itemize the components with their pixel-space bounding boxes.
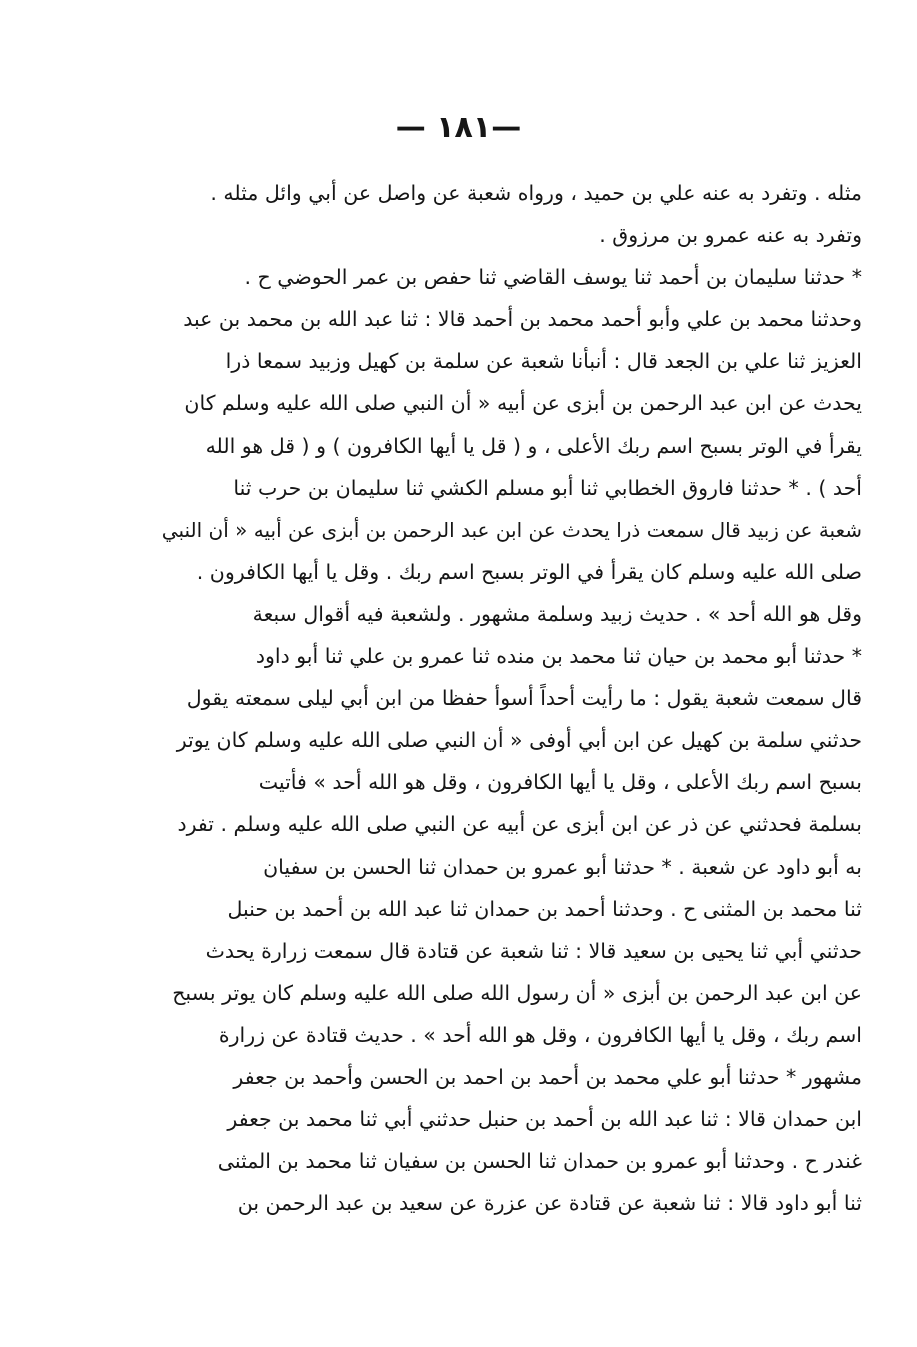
- text-line: * حدثنا أبو محمد بن حيان ثنا محمد بن منده ثنا عمرو بن علي ثنا أبو داود: [255, 644, 862, 669]
- text-line: العزيز ثنا علي بن الجعد قال : أنبأنا شعبة عن سلمة بن كهيل وزبيد سمعا ذرا: [225, 349, 862, 374]
- text-line: شعبة عن زبيد قال سمعت ذرا يحدث عن ابن عبد الرحمن بن أبزى عن أبيه « أن النبي: [161, 517, 862, 542]
- text-line: بسلمة فحدثني عن ذر عن ابن أبزى عن أبيه عن النبي صلى الله عليه وسلم . تفرد: [177, 812, 862, 837]
- body-text: [150, 172, 862, 1224]
- text-line: به أبو داود عن شعبة . * حدثنا أبو عمرو بن حمدان ثنا الحسن بن سفيان: [263, 854, 862, 879]
- text-line: وحدثنا محمد بن علي وأبو أحمد محمد بن أحمد قالا : ثنا عبد الله بن محمد بن عبد: [183, 307, 862, 332]
- text-line: اسم ربك ، وقل يا أيها الكافرون ، وقل هو الله أحد » . حديث قتادة عن زرارة: [218, 1022, 862, 1047]
- text-line: ابن حمدان قالا : ثنا عبد الله بن أحمد بن حنبل حدثني أبي ثنا محمد بن جعفر: [227, 1107, 862, 1132]
- page-number: —١٨١ —: [395, 110, 522, 145]
- text-line: صلى الله عليه وسلم كان يقرأ في الوتر بسبح اسم ربك . وقل يا أيها الكافرون .: [196, 559, 862, 584]
- text-line: أحد ) . * حدثنا فاروق الخطابي ثنا أبو مسلم الكشي ثنا سليمان بن حرب ثنا: [233, 475, 862, 500]
- text-line: وقل هو الله أحد » . حديث زبيد وسلمة مشهور . ولشعبة فيه أقوال سبعة: [252, 601, 862, 626]
- text-line: حدثني أبي ثنا يحيى بن سعيد قالا : ثنا شعبة عن قتادة قال سمعت زرارة يحدث: [205, 938, 862, 963]
- text-line: وتفرد به عنه عمرو بن مرزوق .: [599, 223, 862, 248]
- text-line: مثله . وتفرد به عنه علي بن حميد ، ورواه شعبة عن واصل عن أبي وائل مثله .: [210, 181, 862, 205]
- text-line: مشهور * حدثنا أبو علي محمد بن أحمد بن احمد بن الحسن وأحمد بن جعفر: [233, 1064, 862, 1089]
- text-line: عن ابن عبد الرحمن بن أبزى « أن رسول الله صلى الله عليه وسلم كان يوتر بسبح: [172, 980, 862, 1005]
- text-line: ثنا أبو داود قالا : ثنا شعبة عن قتادة عن عزرة عن سعيد بن عبد الرحمن بن: [237, 1191, 862, 1216]
- text-line: ثنا محمد بن المثنى ح . وحدثنا أحمد بن حمدان ثنا عبد الله بن أحمد بن حنبل: [227, 896, 862, 921]
- text-line: * حدثنا سليمان بن أحمد ثنا يوسف القاضي ثنا حفص بن عمر الحوضي ح .: [244, 265, 862, 290]
- text-line: غندر ح . وحدثنا أبو عمرو بن حمدان ثنا الحسن بن سفيان ثنا محمد بن المثنى: [217, 1149, 862, 1174]
- text-line: يحدث عن ابن عبد الرحمن بن أبزى عن أبيه « أن النبي صلى الله عليه وسلم كان: [184, 391, 862, 416]
- text-line: يقرأ في الوتر بسبح اسم ربك الأعلى ، و ( قل يا أيها الكافرون ) و ( قل هو الله: [205, 433, 862, 458]
- text-line: حدثني سلمة بن كهيل عن ابن أبي أوفى « أن النبي صلى الله عليه وسلم كان يوتر: [176, 728, 862, 753]
- text-line: بسبح اسم ربك الأعلى ، وقل يا أيها الكافرون ، وقل هو الله أحد » فأتيت: [258, 770, 862, 795]
- text-line: قال سمعت شعبة يقول : ما رأيت أحداً أسوأ حفظا من ابن أبي ليلى سمعته يقول: [186, 686, 862, 711]
